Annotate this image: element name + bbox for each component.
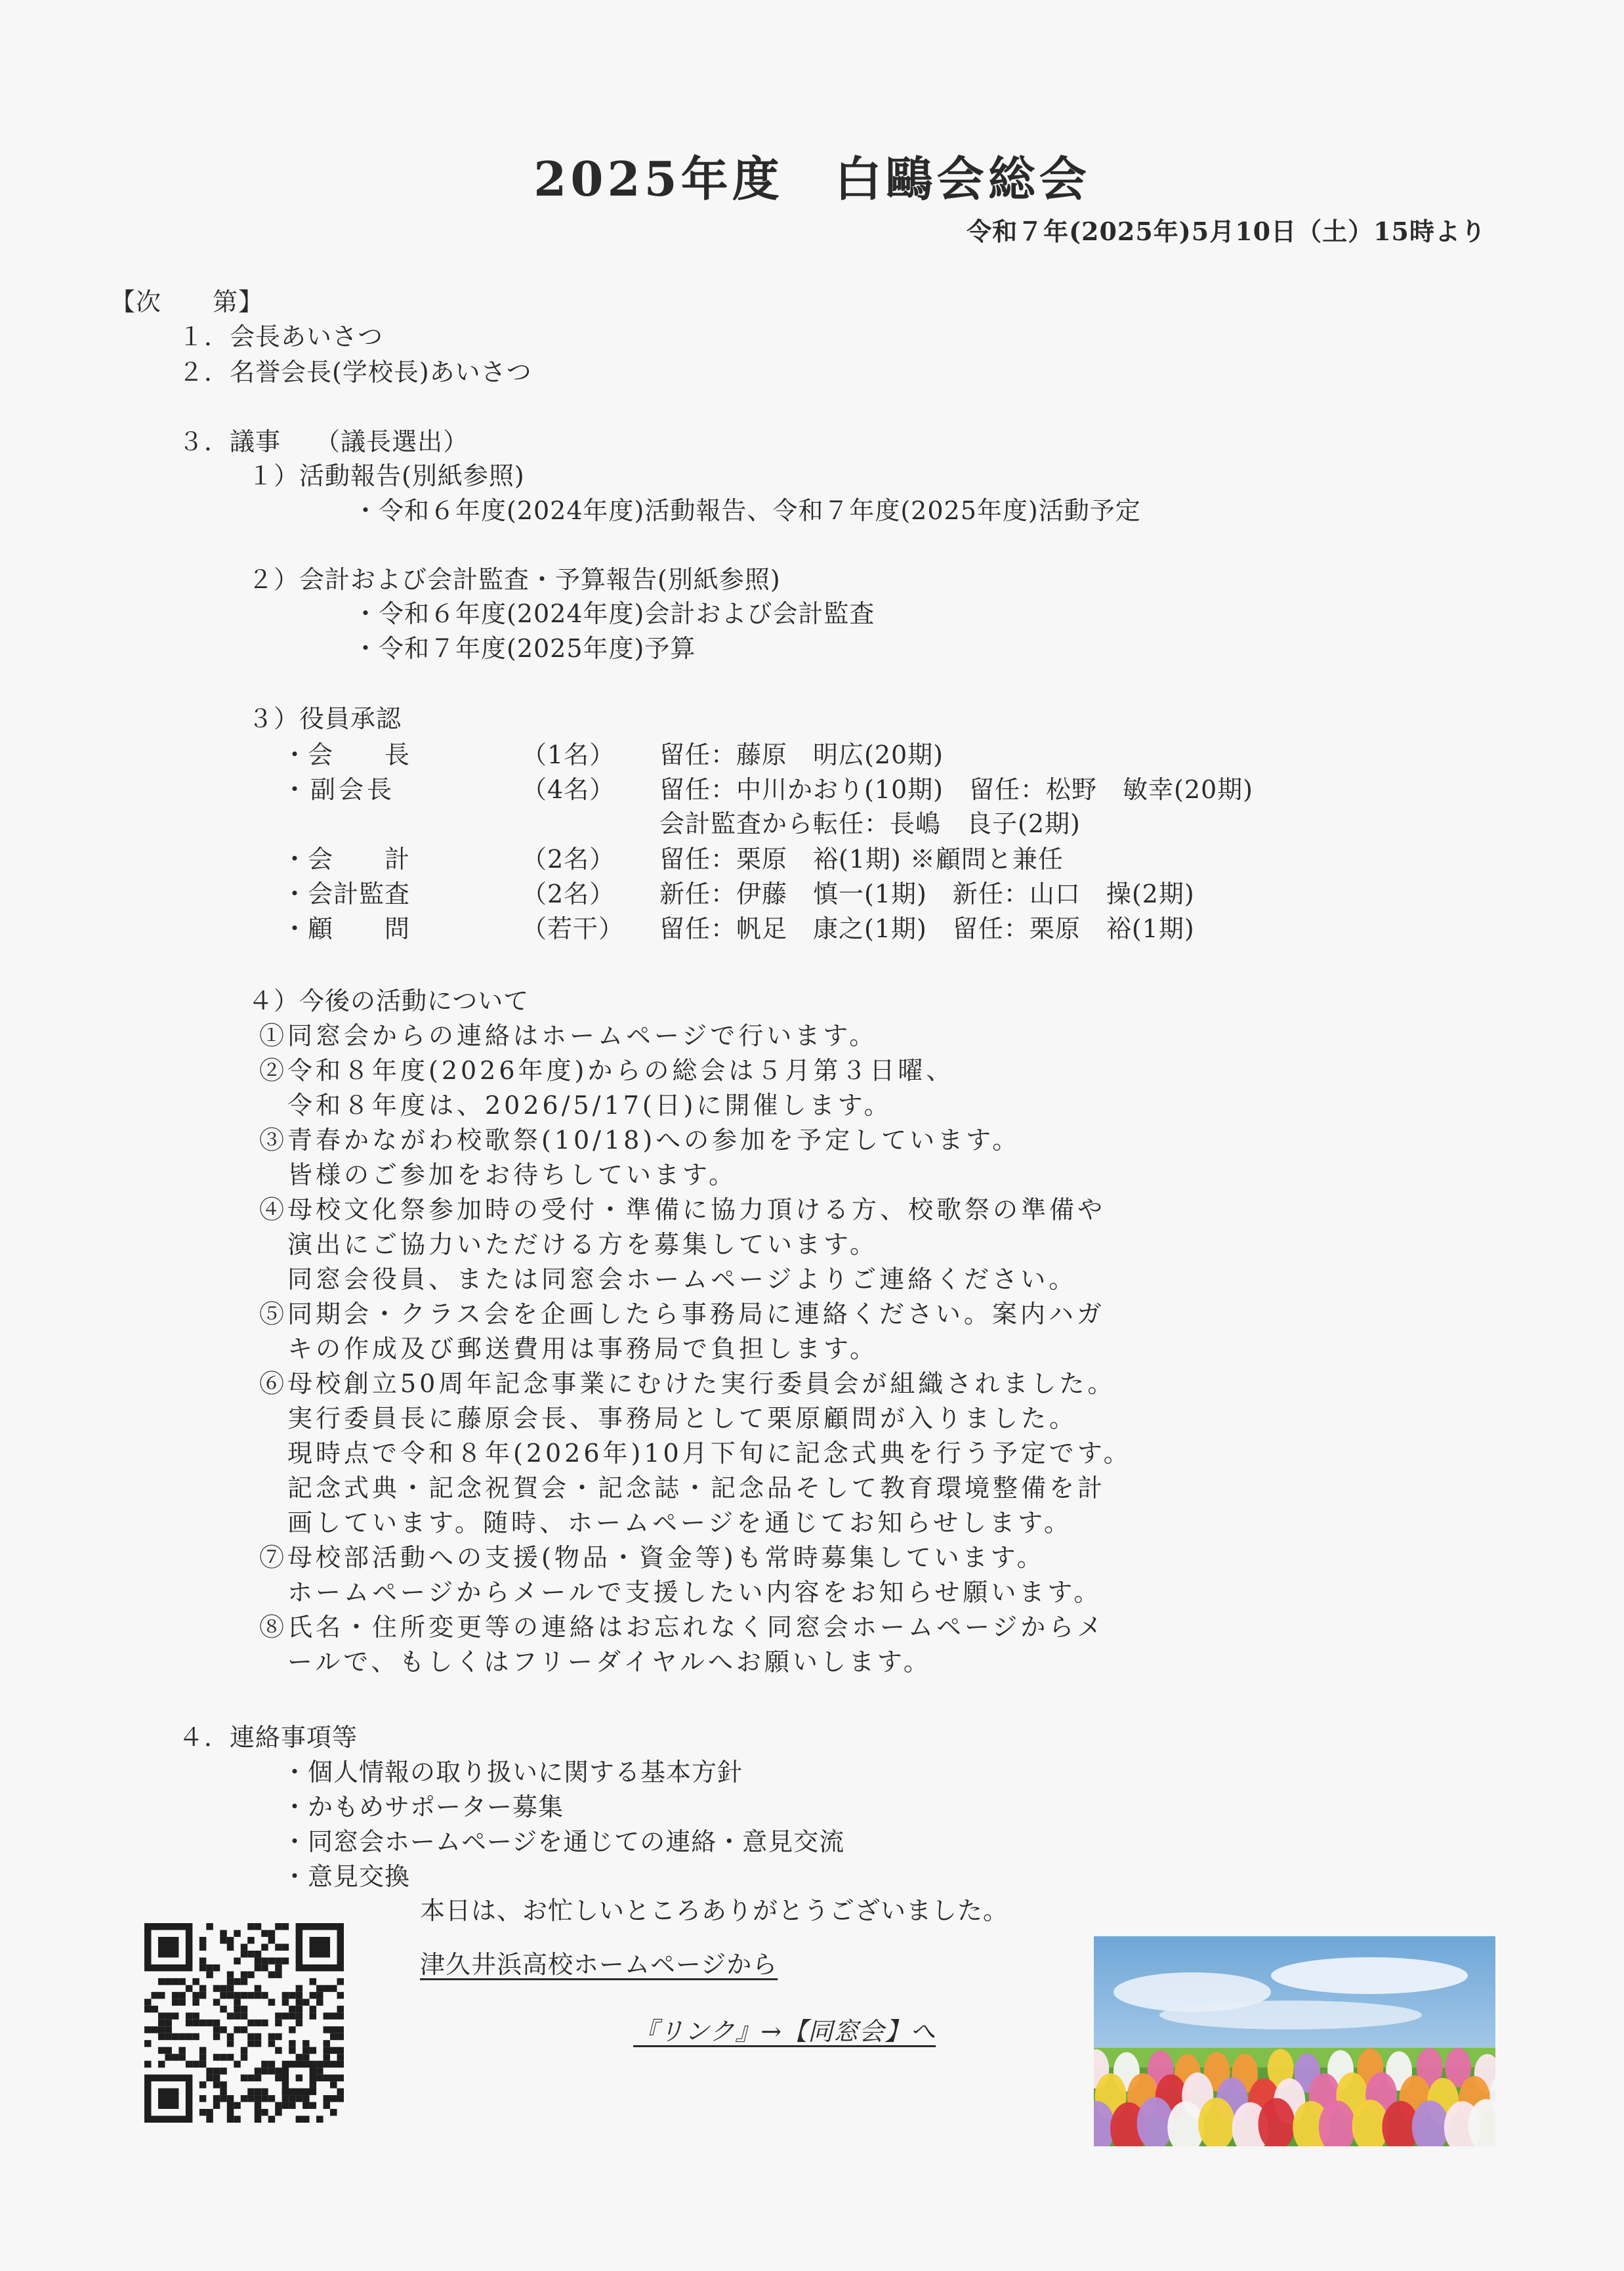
document-title: 2025年度 白鷗会総会 — [533, 151, 1091, 207]
officer-count: （1名） — [522, 740, 615, 769]
activity-line: 実行委員長に藤原会長、事務局として栗原顧問が入りました。 — [259, 1404, 1078, 1433]
activity-line: ①同窓会からの連絡はホームページで行います。 — [259, 1021, 878, 1050]
agenda-item-3: ３．議事 （議長選出） — [178, 427, 469, 456]
officer-role: ・会 計 — [282, 845, 411, 874]
officer-detail: 留任：帆足 康之(1期) 留任：栗原 裕(1期) — [659, 914, 1195, 943]
agenda-item-2: ２．名誉会長(学校長)あいさつ — [178, 358, 532, 387]
closing-message: 本日は、お忙しいところありがとうございました。 — [420, 1896, 1009, 1925]
activity-line: 記念式典・記念祝賀会・記念誌・記念品そして教育環境整備を計 — [259, 1474, 1106, 1502]
activity-line: ⑥母校創立50周年記念事業にむけた実行委員会が組織されました。 — [259, 1369, 1116, 1398]
officer-detail: 新任：伊藤 慎一(1期) 新任：山口 操(2期) — [659, 880, 1195, 908]
officer-count: （2名） — [522, 845, 615, 874]
meeting-date: 令和７年(2025年)5月10日（土）15時より — [967, 217, 1486, 246]
officer-role: ・副会長 — [282, 775, 396, 804]
notice-item: ・同窓会ホームページを通じての連絡・意見交流 — [282, 1827, 845, 1856]
notice-item: ・意見交換 — [282, 1862, 411, 1891]
sub-item-4: ４）今後の活動について — [248, 987, 530, 1015]
qr-code-icon[interactable] — [144, 1923, 344, 2123]
officer-detail: 留任：藤原 明広(20期) — [659, 740, 944, 769]
officer-role: ・会 長 — [282, 740, 411, 769]
activity-line: ④母校文化祭参加時の受付・準備に協力頂ける方、校歌祭の準備や — [259, 1195, 1106, 1224]
activity-line: ③青春かながわ校歌祭(10/18)への参加を予定しています。 — [259, 1126, 1021, 1155]
sub-item-3: ３）役員承認 — [248, 704, 402, 733]
activity-line: ールで、もしくはフリーダイヤルへお願いします。 — [259, 1647, 932, 1676]
activity-line: 演出にご協力いただける方を募集しています。 — [259, 1230, 878, 1259]
officer-role: ・会計監査 — [282, 880, 411, 908]
notice-item: ・かもめサポーター募集 — [282, 1793, 564, 1821]
officer-count: （若干） — [522, 914, 625, 943]
officer-role: ・顧 問 — [282, 914, 411, 943]
agenda-item-4: ４．連絡事項等 — [178, 1723, 358, 1752]
notice-item: ・個人情報の取り扱いに関する基本方針 — [282, 1758, 743, 1787]
link-path-text[interactable]: 『リンク』→【同窓会】へ — [633, 2017, 936, 2046]
agenda-item-1: １．会長あいさつ — [178, 322, 384, 351]
sub-item-2b: ・令和７年度(2025年度)予算 — [353, 634, 696, 663]
activity-line: ⑧氏名・住所変更等の連絡はお忘れなく同窓会ホームページからメ — [259, 1613, 1106, 1642]
officer-detail: 留任：栗原 裕(1期) ※顧問と兼任 — [659, 845, 1064, 874]
activity-line: キの作成及び郵送費用は事務局で負担します。 — [259, 1334, 878, 1363]
activity-line: ⑦母校部活動への支援(物品・資金等)も常時募集しています。 — [259, 1543, 1045, 1572]
sub-item-2: ２）会計および会計監査・予算報告(別紙参照) — [248, 565, 781, 594]
officer-detail: 会計監査から転任：長嶋 良子(2期) — [659, 809, 1081, 838]
activity-line: 皆様のご参加をお待ちしています。 — [259, 1160, 737, 1189]
activity-line: 画しています。随時、ホームページを通じてお知らせします。 — [259, 1508, 1073, 1537]
tulip-photo — [1094, 1936, 1495, 2146]
agenda-header: 【次 第】 — [110, 287, 264, 316]
activity-line: ⑤同期会・クラス会を企画したら事務局に連絡ください。案内ハガ — [259, 1300, 1105, 1328]
officer-detail: 留任：中川かおり(10期) 留任：松野 敏幸(20期) — [659, 775, 1254, 804]
sub-item-1: １）活動報告(別紙参照) — [248, 461, 525, 490]
activity-line: 令和８年度は、2026/5/17(日)に開催します。 — [259, 1091, 892, 1120]
activity-line: ホームページからメールで支援したい内容をお知らせ願います。 — [259, 1578, 1102, 1607]
officer-count: （4名） — [522, 775, 615, 804]
activity-line: ②令和８年度(2026年度)からの総会は５月第３日曜、 — [259, 1056, 955, 1085]
activity-line: 現時点で令和８年(2026年)10月下旬に記念式典を行う予定です。 — [259, 1439, 1132, 1468]
officer-count: （2名） — [522, 880, 615, 908]
sub-item-2a: ・令和６年度(2024年度)会計および会計監査 — [353, 599, 875, 628]
sub-item-1a: ・令和６年度(2024年度)活動報告、令和７年度(2025年度)活動予定 — [353, 496, 1141, 525]
activity-line: 同窓会役員、または同窓会ホームページよりご連絡ください。 — [259, 1265, 1077, 1294]
homepage-link-text[interactable]: 津久井浜高校ホームページから — [420, 1950, 778, 1979]
